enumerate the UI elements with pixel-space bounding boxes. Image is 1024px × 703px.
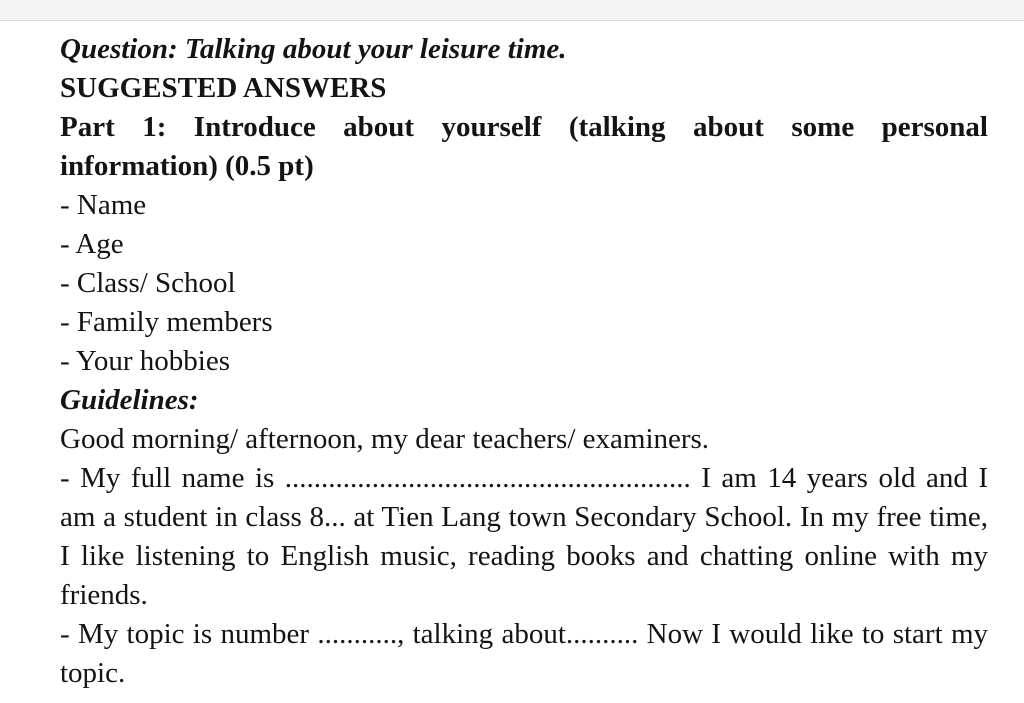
guidelines-heading: Guidelines: xyxy=(60,384,199,416)
list-item: - Family members xyxy=(60,306,273,338)
list-item: - Your hobbies xyxy=(60,345,230,377)
list-item: - Name xyxy=(60,189,147,221)
list-item: - Class/ School xyxy=(60,267,236,299)
greeting-line: Good morning/ afternoon, my dear teachers/ examiners. xyxy=(60,423,710,455)
suggested-answers-heading: SUGGESTED ANSWERS xyxy=(60,72,387,104)
topic-paragraph: - My topic is number ..........., talking about.......... Now I would like to start my topic. xyxy=(60,618,988,689)
part1-title: Part 1: Introduce about yourself (talking about some personal information) (0.5 pt) xyxy=(60,111,988,182)
viewer-top-bar xyxy=(0,0,1024,21)
question-title: Question: Talking about your leisure time. xyxy=(60,33,567,65)
list-item: - Age xyxy=(60,228,124,260)
intro-paragraph: - My full name is ........................................................ I am 14 years old and I am a student in class 8... at Tien Lang town Secondary School. In my free time, I like listening to English music, reading books and chatting online with my friends. xyxy=(60,462,988,611)
document-page xyxy=(60,30,988,693)
